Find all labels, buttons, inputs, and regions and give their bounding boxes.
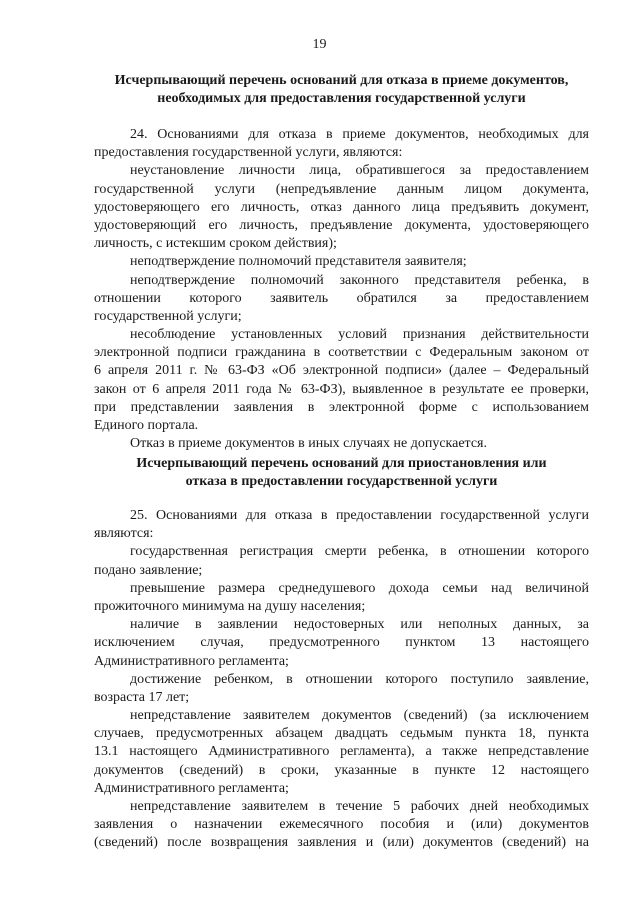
paragraph-line: при представлении заявления в электронной форме с использованием xyxy=(94,399,589,415)
paragraph-line: несоблюдение установленных условий признания действительности xyxy=(130,327,589,343)
paragraph-line: подано заявление; xyxy=(94,562,203,578)
paragraph-line: непредставление заявителем в течение 5 рабочих дней необходимых xyxy=(130,799,589,814)
paragraph-line: 24. Основаниями для отказа в приеме документов, необходимых для xyxy=(130,127,589,142)
paragraph-line: документов (сведений) в сроки, указанные в пункте 12 настоящего xyxy=(94,762,589,778)
paragraph-line: личность, с истекшим сроком действия); xyxy=(94,236,337,252)
paragraph-line: удостоверяющего его личность, отказ данного лица предъявить документ, xyxy=(94,199,589,215)
paragraph-line: 25. Основаниями для отказа в предоставлении государственной услуги xyxy=(130,508,589,523)
paragraph-line: Административного регламента; xyxy=(94,653,289,669)
paragraph-line: государственная регистрация смерти ребенка, в отношении которого xyxy=(130,544,589,560)
heading-line: Исчерпывающий перечень оснований для отказа в приеме документов, xyxy=(114,73,569,88)
paragraph-line: 13.1 настоящего Административного регламента), а также непредставление xyxy=(94,744,589,760)
paragraph-line: заявления о назначении ежемесячного пособия и (или) документов xyxy=(94,817,589,833)
section-body-refusal-service xyxy=(94,507,589,853)
paragraph-line: государственной услуги; xyxy=(94,308,242,324)
paragraph-line: отношении которого заявитель обратился за предоставлением xyxy=(94,290,589,306)
paragraph-line: наличие в заявлении недостоверных или неполных данных, за xyxy=(130,617,589,633)
paragraph-line: 6 апреля 2011 г. № 63-ФЗ «Об электронной подписи» (далее – Федеральный xyxy=(94,363,589,379)
paragraph-line: (сведений) после возвращения заявления и (или) документов (сведений) на xyxy=(94,835,589,851)
paragraph-line: непредставление заявителем документов (сведений) (за исключением xyxy=(130,708,589,724)
paragraph-line: предоставления государственной услуги, являются: xyxy=(94,145,403,161)
paragraph-line: превышение размера среднедушевого дохода семьи над величиной xyxy=(130,580,589,596)
page-number: 19 xyxy=(312,37,327,52)
paragraph-line: закон от 6 апреля 2011 года № 63-ФЗ), выявленное в результате ее проверки, xyxy=(94,381,589,397)
paragraph-line: случаев, предусмотренных абзацем двадцать седьмым пункта 18, пункта xyxy=(94,726,589,742)
paragraph-line: прожиточного минимума на душу населения; xyxy=(94,598,366,614)
section-heading-refusal-service xyxy=(94,455,589,491)
paragraph-line: являются: xyxy=(94,526,154,542)
heading-line: отказа в предоставлении государственной услуги xyxy=(185,474,498,489)
paragraph-line: неподтверждение полномочий законного представителя ребенка, в xyxy=(130,272,589,288)
paragraph-line: удостоверяющий его личность, предъявление документа, удостоверяющего xyxy=(94,217,589,233)
section-heading-refusal-acceptance xyxy=(94,72,589,108)
heading-line: необходимых для предоставления государственной услуги xyxy=(157,91,526,106)
paragraph-line: возраста 17 лет; xyxy=(94,689,190,705)
paragraph-line: Отказ в приеме документов в иных случаях не допускается. xyxy=(130,436,487,452)
paragraph-line: неподтверждение полномочий представителя заявителя; xyxy=(130,254,467,270)
heading-line: Исчерпывающий перечень оснований для приостановления или xyxy=(136,456,547,471)
paragraph-line: Единого портала. xyxy=(94,418,199,433)
section-body-refusal-acceptance xyxy=(94,126,589,453)
paragraph-line: электронной подписи гражданина в соответствии с Федеральным законом от xyxy=(94,345,589,361)
paragraph-line: исключением случая, предусмотренного пунктом 13 настоящего xyxy=(94,635,589,651)
paragraph-line: Административного регламента; xyxy=(94,780,289,796)
paragraph-line: достижение ребенком, в отношении которого поступило заявление, xyxy=(130,671,589,687)
paragraph-line: неустановление личности лица, обратившегося за предоставлением xyxy=(130,163,589,179)
paragraph-line: государственной услуги (непредъявление данным лицом документа, xyxy=(94,181,589,197)
